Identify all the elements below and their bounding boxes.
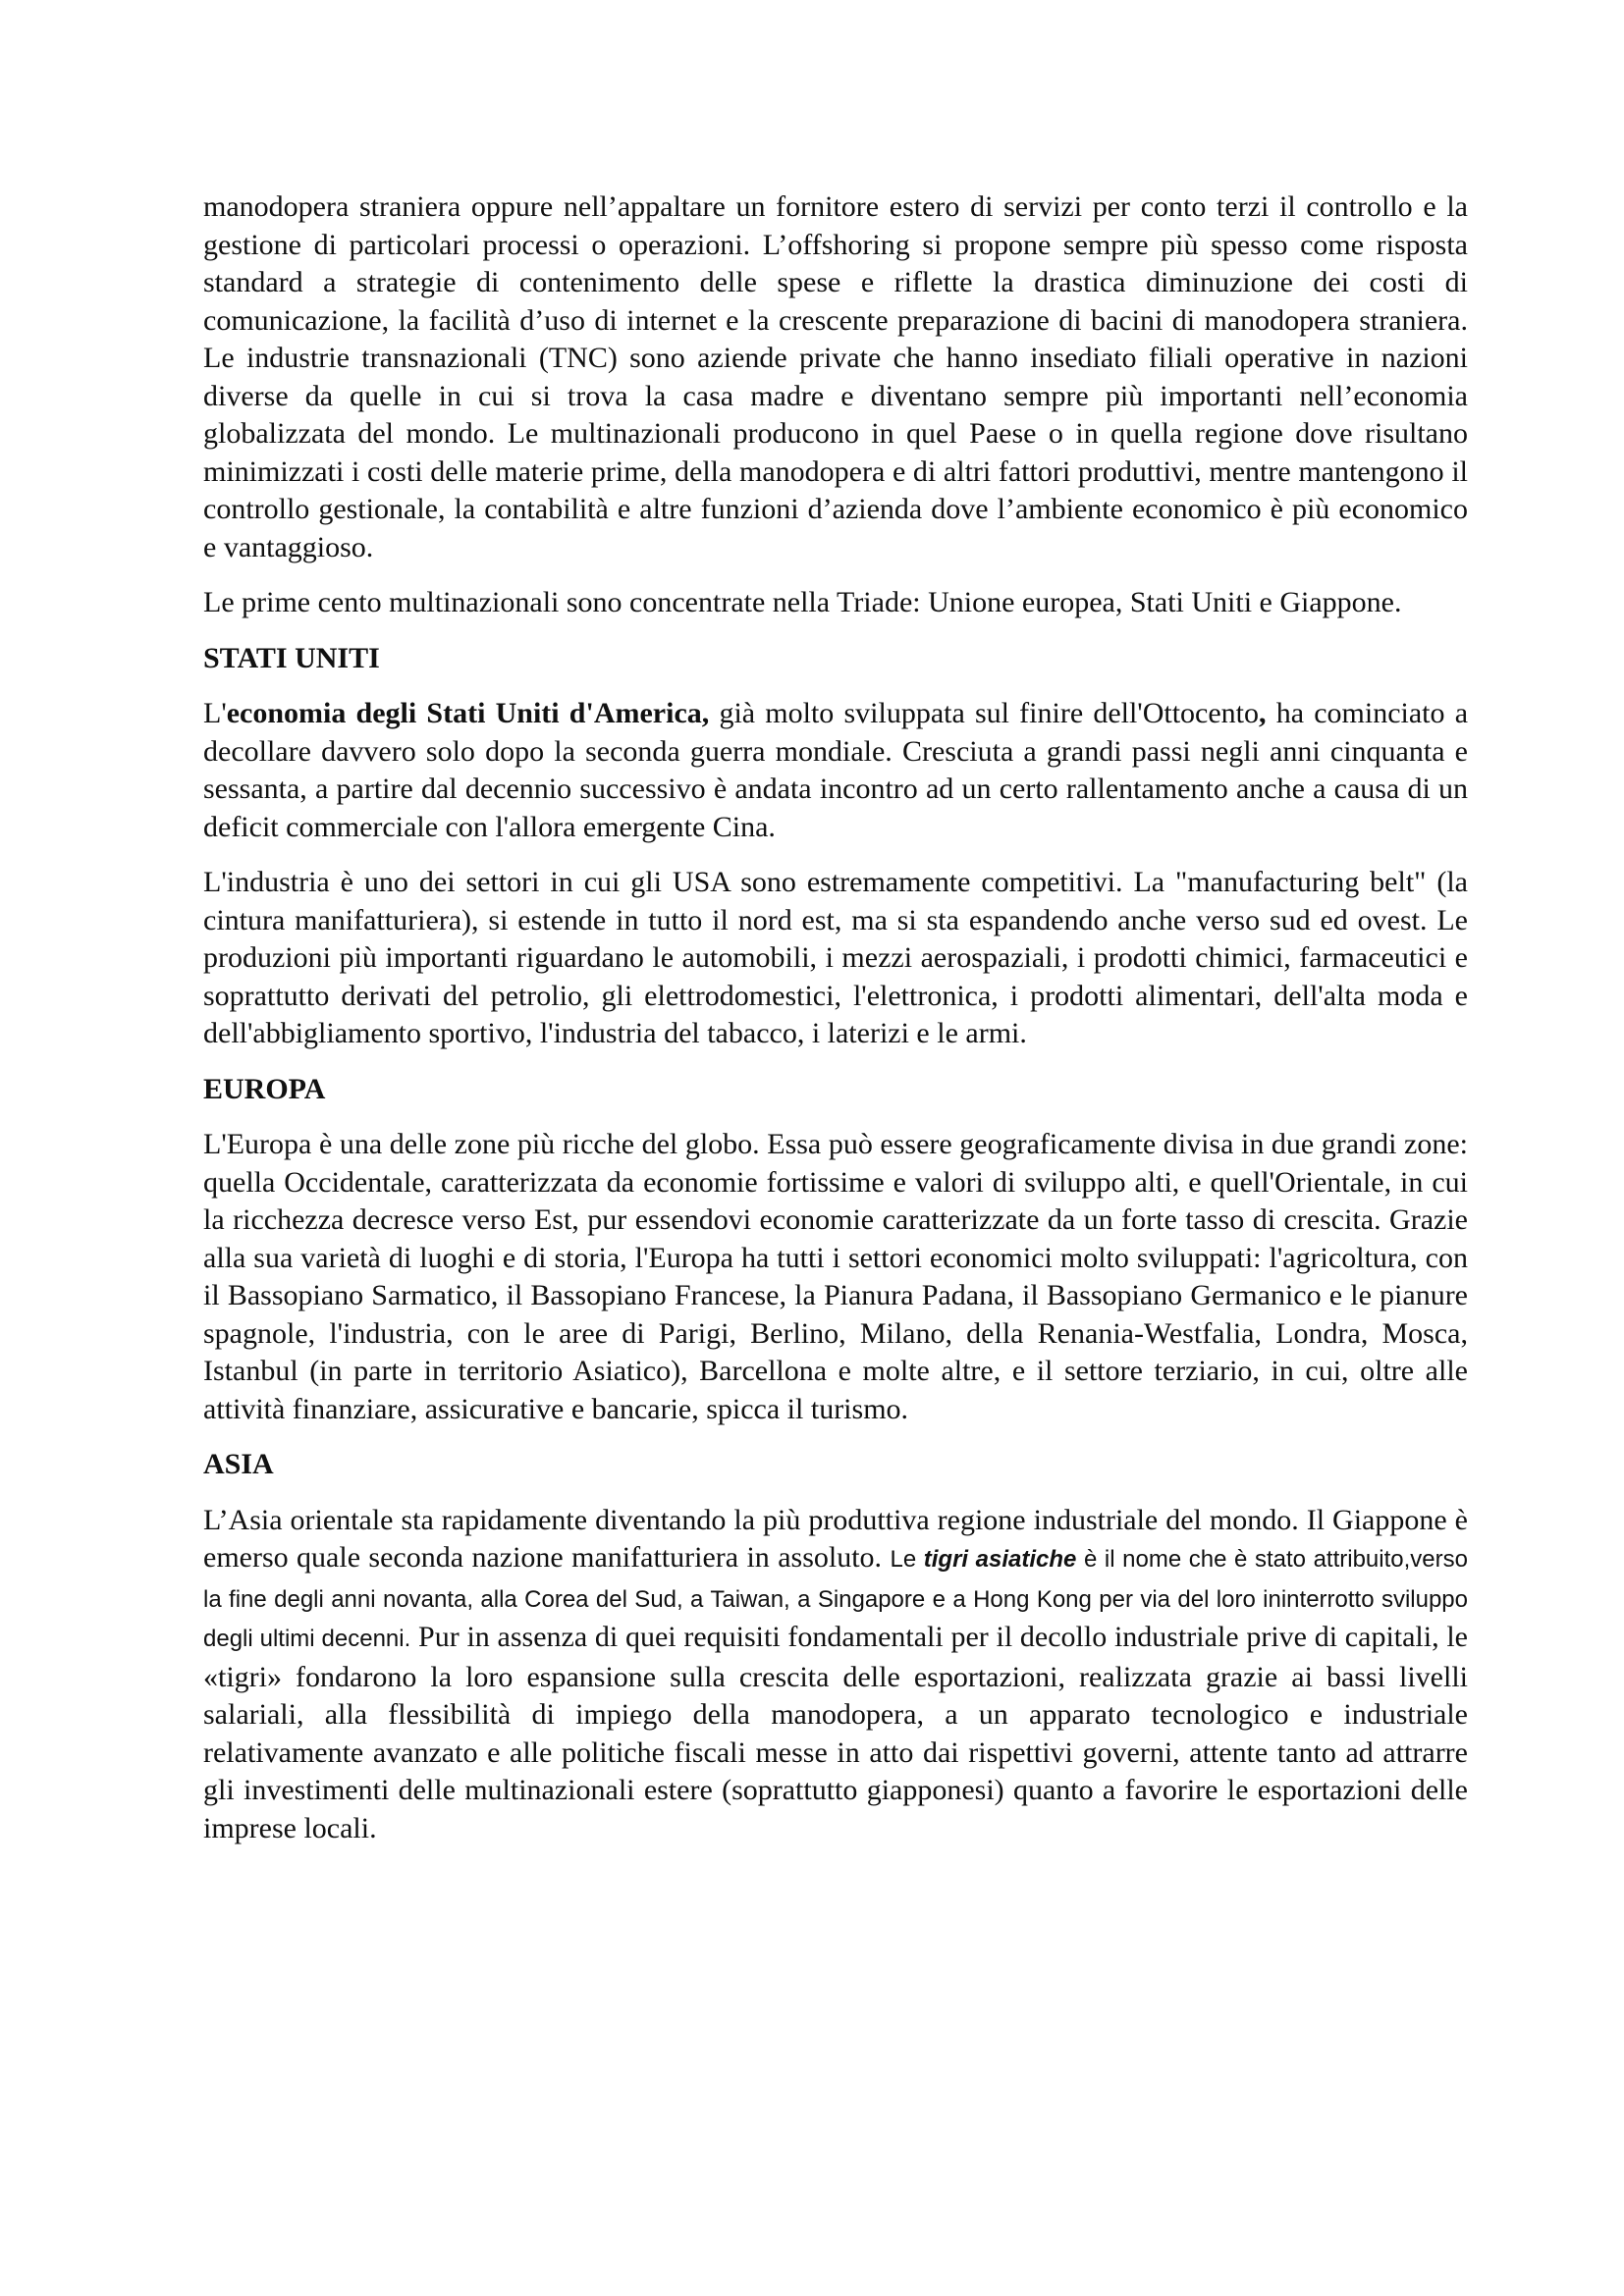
usa-text-1: già molto sviluppata sul finire dell'Ottocento xyxy=(709,697,1260,729)
usa-text-2: ha cominciato a decollare davvero solo dopo la seconda guerra mondiale. Cresciuta a grandi passi negli anni cinquanta e sessanta, a partire dal decennio successivo è andata incontro ad un certo rallentamento anche a causa di un deficit commerciale con l'allora emergente Cina. xyxy=(203,697,1469,843)
usa-prefix: L' xyxy=(203,697,227,729)
document-page xyxy=(203,188,1468,1865)
usa-bold-term: economia degli Stati Uniti d'America, xyxy=(226,697,710,729)
paragraph-usa-industria: L'industria è uno dei settori in cui gli USA sono estremamente competitivi. La "manufacturing belt" (la cintura manifatturiera), si estende in tutto il nord est, ma si sta espandendo anche verso sud ed ovest. Le produzioni più importanti riguardano le automobili, i mezzi aerospaziali, i prodotti chimici, farmaceutici e soprattutto derivati del petrolio, gli elettrodomestici, l'elettronica, i prodotti alimentari, dell'alta moda e dell'abbigliamento sportivo, l'industria del tabacco, i laterizi e le armi. xyxy=(203,866,1468,1049)
paragraph-offshoring: manodopera straniera oppure nell’appaltare un fornitore estero di servizi per conto terzi il controllo e la gestione di particolari processi o operazioni. L’offshoring si propone sempre più spesso come risposta standard a strategie di contenimento delle spese e riflette la drastica diminuzione dei costi di comunicazione, la facilità d’uso di internet e la crescente preparazione di bacini di manodopera straniera. Le industrie transnazionali (TNC) sono aziende private che hanno insediato filiali operative in nazioni diverse da quelle in cui si trova la casa madre e diventano sempre più importanti nell’economia globalizzata del mondo. Le multinazionali producono in quel Paese o in quella regione dove risultano minimizzati i costi delle materie prime, della manodopera e di altri fattori produttivi, mentre mantengono il controllo gestionale, la contabilità e altre funzioni d’azienda dove l’ambiente economico è più economico e vantaggioso. xyxy=(203,190,1468,563)
paragraph-asia xyxy=(203,1502,1468,1848)
heading-asia: ASIA xyxy=(203,1448,274,1480)
asia-sans-2: è il nome che è stato attribuito,verso la fine degli anni novanta, alla Corea del Sud, a Taiwan, a Singapore e a Hong Kong per via del loro ininterrotto sviluppo degli ultimi decenni. xyxy=(203,1546,1468,1652)
asia-text-1: L’Asia orientale sta rapidamente diventando la più produttiva regione industriale del mondo. Il Giappone è emerso quale seconda nazione manifatturiera in assoluto. xyxy=(203,1503,1468,1574)
paragraph-europa: L'Europa è una delle zone più ricche del globo. Essa può essere geograficamente divisa in due grandi zone: quella Occidentale, caratterizzata da economie fortissime e valori di sviluppo alti, e quell'Orientale, in cui la ricchezza decresce verso Est, pur essendovi economie caratterizzate da un forte tasso di crescita. Grazie alla sua varietà di luoghi e di storia, l'Europa ha tutti i settori economici molto sviluppati: l'agricoltura, con il Bassopiano Sarmatico, il Bassopiano Francese, la Pianura Padana, il Bassopiano Germanico e le pianure spagnole, l'industria, con le aree di Parigi, Berlino, Milano, della Renania-Westfalia, Londra, Mosca, Istanbul (in parte in territorio Asiatico), Barcellona e molte altre, e il settore terziario, in cui, oltre alle attività finanziare, assicurative e bancarie, spicca il turismo. xyxy=(203,1128,1468,1425)
paragraph-usa-economia xyxy=(203,695,1468,846)
asia-sans-1: Le xyxy=(890,1546,924,1573)
heading-stati-uniti: STATI UNITI xyxy=(203,641,380,674)
heading-europa: EUROPA xyxy=(203,1072,326,1105)
asia-text-2: Pur in assenza di quei requisiti fondamentali per il decollo industriale prive di capitali, le «tigri» fondarono la loro espansione sulla crescita delle esportazioni, realizzata grazie ai bassi livelli salariali, alla flessibilità di impiego della manodopera, a un apparato tecnologico e industriale relativamente avanzato e alle politiche fiscali messe in atto dai rispettivi governi, attente tanto ad attrarre gli investimenti delle multinazionali estere (soprattutto giapponesi) quanto a favorire le esportazioni delle imprese locali. xyxy=(203,1621,1468,1844)
asia-term-tigri-asiatiche: tigri asiatiche xyxy=(923,1546,1077,1573)
usa-bold-comma: , xyxy=(1259,697,1267,729)
paragraph-triade: Le prime cento multinazionali sono concentrate nella Triade: Unione europea, Stati Uniti e Giappone. xyxy=(203,586,1402,618)
